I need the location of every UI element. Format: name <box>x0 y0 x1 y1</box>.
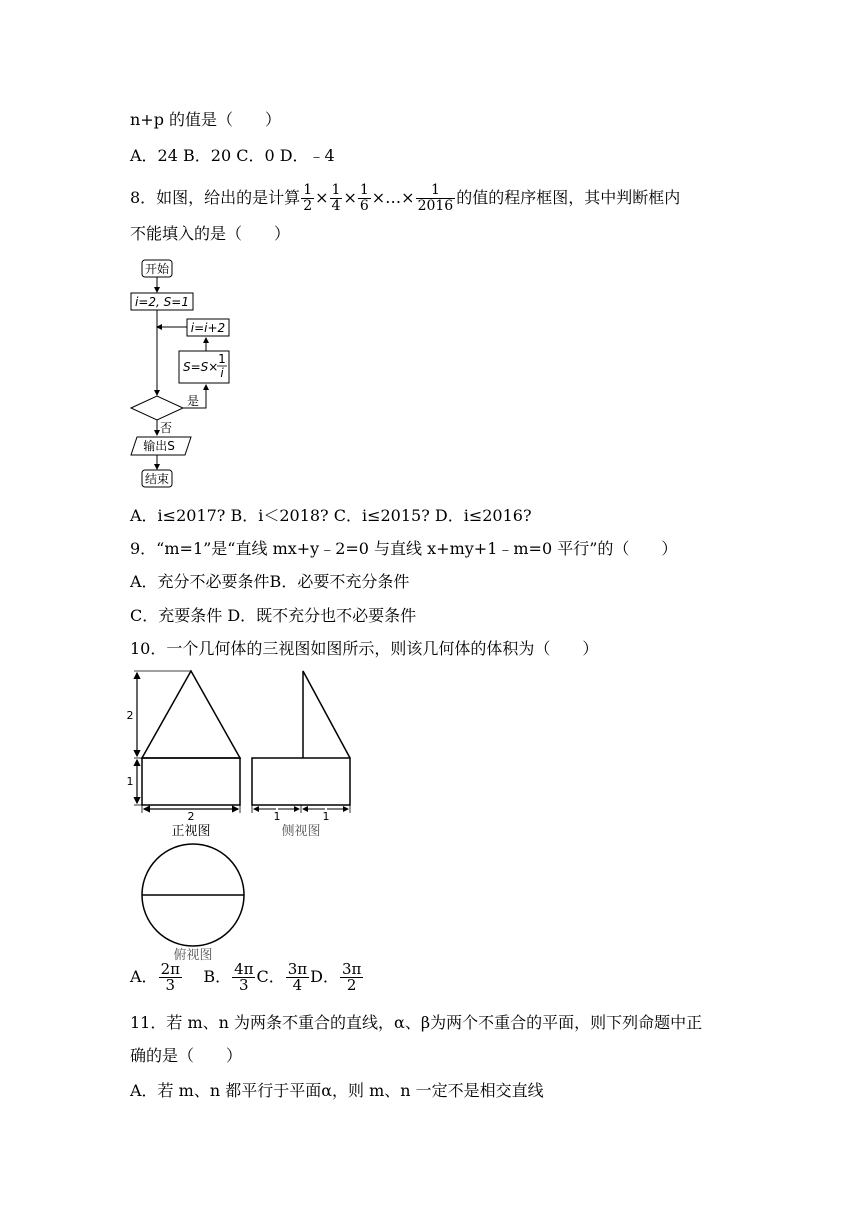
q10-stem: 10．一个几何体的三视图如图所示，则该几何体的体积为（ ） <box>130 639 599 658</box>
flow-update-s-den: i <box>220 366 224 380</box>
flow-init-label: i=2, S=1 <box>135 295 189 309</box>
q7-options: A．24 B．20 C．0 D．﹣4 <box>130 146 335 165</box>
q8-ellipsis: ×…× <box>371 188 415 207</box>
q10-options: A． $\frac{2\pi}{3}$ B． $\frac{4\pi}{3}$ C． $\frac{3\pi}{4}$ D． $\frac{3\pi}{2}$ <box>130 960 362 994</box>
front-dim-mid: 1 <box>126 775 134 788</box>
front-dim-bottom: 2 <box>187 810 195 823</box>
q11-option-a: A．若 m、n 都平行于平面α，则 m、n 一定不是相交直线 <box>130 1081 544 1100</box>
front-dim-top: 2 <box>126 709 134 722</box>
flow-update-s-num: 1 <box>218 352 226 366</box>
flow-output-label: 输出S <box>143 439 175 453</box>
flow-end-label: 结束 <box>144 472 170 486</box>
q8-fraction: $\frac{1}{2}$ <box>303 182 313 214</box>
q8-fraction: $\frac{1}{6}$ <box>359 182 369 214</box>
q8-stem-line2: 不能填入的是（ ） <box>130 224 291 243</box>
q10-three-views <box>128 665 363 965</box>
q8-fraction: $\frac{1}{2016}$ <box>417 182 454 214</box>
top-view <box>142 844 244 963</box>
q7-stem-cont: n+p 的值是（ ） <box>130 110 282 129</box>
front-view <box>127 671 241 839</box>
q8-stem: 8．如图，给出的是计算 $\frac{1}{2}$ × $\frac{1}{4}$ × $\frac{1}{6}$ ×…× $\frac{1}{2016}$ 的值的程序框图，其中判断框内 <box>130 182 681 214</box>
q8-fraction: $\frac{1}{4}$ <box>331 182 341 214</box>
q9-options-cd: C．充要条件 D．既不充分也不必要条件 <box>130 606 417 625</box>
q10-option-b-fraction: $\frac{4\pi}{3}$ <box>234 960 254 994</box>
q9-options-ab: A．充分不必要条件B．必要不充分条件 <box>130 572 410 591</box>
side-dim-right: 1 <box>322 810 330 823</box>
q8-options: A．i≤2017? B．i＜2018? C．i≤2015? D．i≤2016? <box>130 506 532 525</box>
flow-no-label: 否 <box>160 421 173 435</box>
q9-stem: 9．“m=1”是“直线 mx+y﹣2=0 与直线 x+my+1﹣m=0 平行”的（ ） <box>130 539 678 558</box>
front-caption: 正视图 <box>171 824 211 839</box>
q10-option-d-fraction: $\frac{3\pi}{2}$ <box>341 960 362 994</box>
side-caption: 侧视图 <box>281 824 321 839</box>
q8-prefix: 8．如图，给出的是计算 <box>130 188 301 207</box>
side-view <box>252 671 350 839</box>
q11-stem-line1: 11．若 m、n 为两条不重合的直线，α、β为两个不重合的平面，则下列命题中正 <box>130 1013 703 1032</box>
q10-option-a-fraction: $\frac{2\pi}{3}$ <box>160 960 180 994</box>
q10-option-c-fraction: $\frac{3\pi}{4}$ <box>287 960 308 994</box>
flow-decision <box>131 396 183 420</box>
flow-yes-label: 是 <box>187 394 200 408</box>
flow-update-i-label: i=i+2 <box>190 321 226 335</box>
side-dim-left: 1 <box>273 810 281 823</box>
flow-start-label: 开始 <box>144 262 170 276</box>
q8-suffix: 的值的程序框图，其中判断框内 <box>456 188 681 207</box>
q8-flowchart <box>125 255 235 490</box>
q11-stem-line2: 确的是（ ） <box>130 1046 243 1065</box>
flow-update-s-label: S=S× <box>183 360 219 374</box>
top-caption: 俯视图 <box>173 948 213 963</box>
